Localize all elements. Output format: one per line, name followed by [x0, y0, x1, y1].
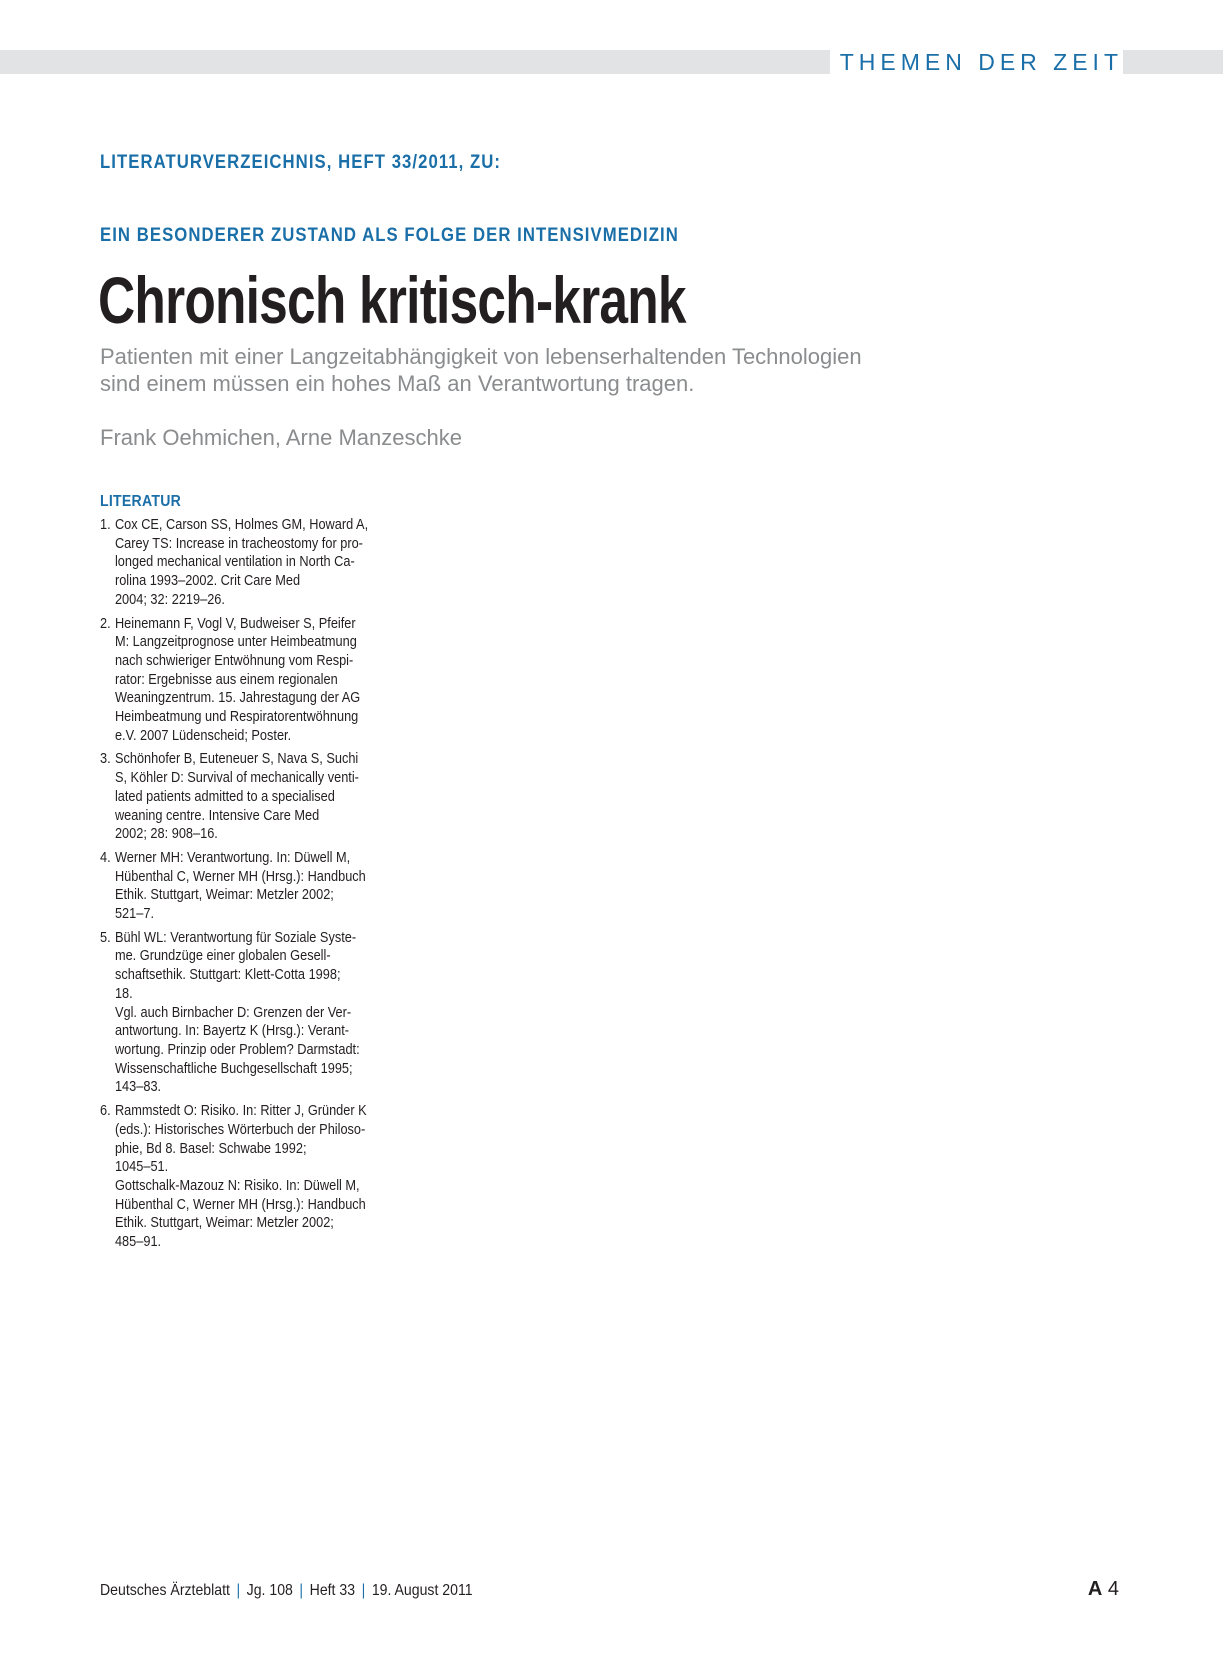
reference-line: nach schwieriger Entwöhnung vom Respi- — [114, 652, 354, 669]
journal-volume: Jg. 108 — [246, 1582, 293, 1599]
footer-separator: | — [299, 1582, 304, 1599]
references-label: LITERATUR — [100, 493, 182, 510]
reference-item — [100, 615, 361, 746]
journal-issue: Heft 33 — [309, 1582, 356, 1599]
reference-line: Vgl. auch Birnbacher D: Grenzen der Ver- — [114, 1004, 352, 1021]
reference-item — [100, 929, 360, 1097]
reference-item — [100, 1102, 367, 1252]
reference-number: 5. — [100, 929, 111, 946]
reference-number: 3. — [100, 751, 111, 768]
reference-line: Ethik. Stuttgart, Weimar: Metzler 2002; — [114, 887, 334, 904]
reference-line: lated patients admitted to a specialised — [114, 788, 335, 805]
article-kicker: EIN BESONDERER ZUSTAND ALS FOLGE DER INTENSIVMEDIZIN — [100, 225, 679, 246]
reference-line: 2004; 32: 2219–26. — [114, 591, 225, 608]
reference-line: Heinemann F, Vogl V, Budweiser S, Pfeifer — [114, 615, 356, 632]
reference-line: Bühl WL: Verantwortung für Soziale Syste- — [114, 929, 357, 946]
reference-text — [115, 750, 359, 844]
journal-name: Deutsches Ärzteblatt — [100, 1582, 230, 1599]
page-prefix: A — [1087, 1578, 1103, 1600]
section-title: THEMEN DER ZEIT — [830, 48, 1123, 76]
reference-line: Hübenthal C, Werner MH (Hrsg.): Handbuch — [114, 1196, 366, 1213]
reference-line: (eds.): Historisches Wörterbuch der Philoso- — [114, 1121, 366, 1138]
page-number — [1088, 1578, 1119, 1601]
reference-line: rator: Ergebnisse aus einem regionalen — [114, 671, 338, 688]
reference-line: Heimbeatmung und Respiratorentwöhnung — [114, 709, 359, 726]
footer-separator: | — [361, 1582, 366, 1599]
reference-line: weaning centre. Intensive Care Med — [114, 807, 320, 824]
reference-item — [100, 516, 369, 610]
reference-line: 521–7. — [114, 906, 154, 923]
reference-line: Cox CE, Carson SS, Holmes GM, Howard A, — [114, 517, 369, 533]
reference-text — [115, 615, 360, 746]
reference-line: M: Langzeitprognose unter Heimbeatmung — [114, 634, 357, 651]
article-subtitle — [100, 343, 930, 397]
footer-separator: | — [236, 1582, 241, 1599]
reference-line: Ethik. Stuttgart, Weimar: Metzler 2002; — [114, 1215, 334, 1232]
reference-text — [115, 849, 366, 924]
article-title: Chronisch kritisch-krank — [98, 263, 686, 337]
reference-line: longed mechanical ventilation in North Ca- — [114, 554, 355, 571]
reference-line: 2002; 28: 908–16. — [114, 826, 218, 843]
subtitle-line: Patienten mit einer Langzeitabhängigkeit von lebenserhaltenden Technologien — [100, 344, 862, 369]
reference-line: schaftsethik. Stuttgart: Klett-Cotta 1998; — [114, 967, 341, 984]
reference-line: Werner MH: Verantwortung. In: Düwell M, — [114, 849, 351, 866]
reference-line: 18. — [114, 985, 133, 1002]
reference-line: S, Köhler D: Survival of mechanically venti- — [114, 770, 359, 787]
reference-line: Carey TS: Increase in tracheostomy for pro- — [114, 535, 363, 552]
reference-line: Gottschalk-Mazouz N: Risiko. In: Düwell M, — [114, 1177, 360, 1194]
reference-item — [100, 750, 359, 844]
reference-line: antwortung. In: Bayertz K (Hrsg.): Verant- — [114, 1023, 349, 1040]
reference-item — [100, 849, 366, 924]
reference-number: 1. — [100, 517, 111, 533]
page-footer — [100, 1582, 473, 1600]
reference-number: 4. — [100, 849, 111, 866]
reference-number: 6. — [100, 1103, 111, 1120]
reference-line: Hübenthal C, Werner MH (Hrsg.): Handbuch — [114, 868, 366, 885]
reference-text — [115, 1102, 367, 1252]
reference-line: Wissenschaftliche Buchgesellschaft 1995; — [114, 1060, 353, 1077]
issue-date: 19. August 2011 — [371, 1582, 473, 1599]
reference-line: phie, Bd 8. Basel: Schwabe 1992; — [114, 1140, 307, 1157]
references-list — [100, 516, 369, 1252]
reference-line: e.V. 2007 Lüdenscheid; Poster. — [114, 727, 292, 744]
reference-line: rolina 1993–2002. Crit Care Med — [114, 573, 301, 590]
reference-line: 485–91. — [114, 1234, 162, 1251]
reference-line: Weaningzentrum. 15. Jahrestagung der AG — [114, 690, 361, 707]
bibliography-heading: LITERATURVERZEICHNIS, HEFT 33/2011, ZU: — [100, 152, 502, 173]
reference-line: Rammstedt O: Risiko. In: Ritter J, Gründer K — [114, 1103, 367, 1120]
article-authors: Frank Oehmichen, Arne Manzeschke — [100, 425, 462, 450]
reference-line: me. Grundzüge einer globalen Gesell- — [114, 948, 331, 965]
reference-line: wortung. Prinzip oder Problem? Darmstadt: — [114, 1041, 360, 1058]
reference-text — [115, 929, 360, 1097]
reference-number: 2. — [100, 615, 111, 632]
references-section — [100, 493, 369, 1257]
reference-line: Schönhofer B, Euteneuer S, Nava S, Suchi — [114, 751, 359, 768]
reference-line: 143–83. — [114, 1079, 162, 1096]
reference-text — [115, 516, 368, 610]
reference-line: 1045–51. — [114, 1159, 169, 1176]
subtitle-line: sind einem müssen ein hohes Maß an Verantwortung tragen. — [100, 371, 695, 396]
page-number-value: 4 — [1107, 1578, 1119, 1600]
